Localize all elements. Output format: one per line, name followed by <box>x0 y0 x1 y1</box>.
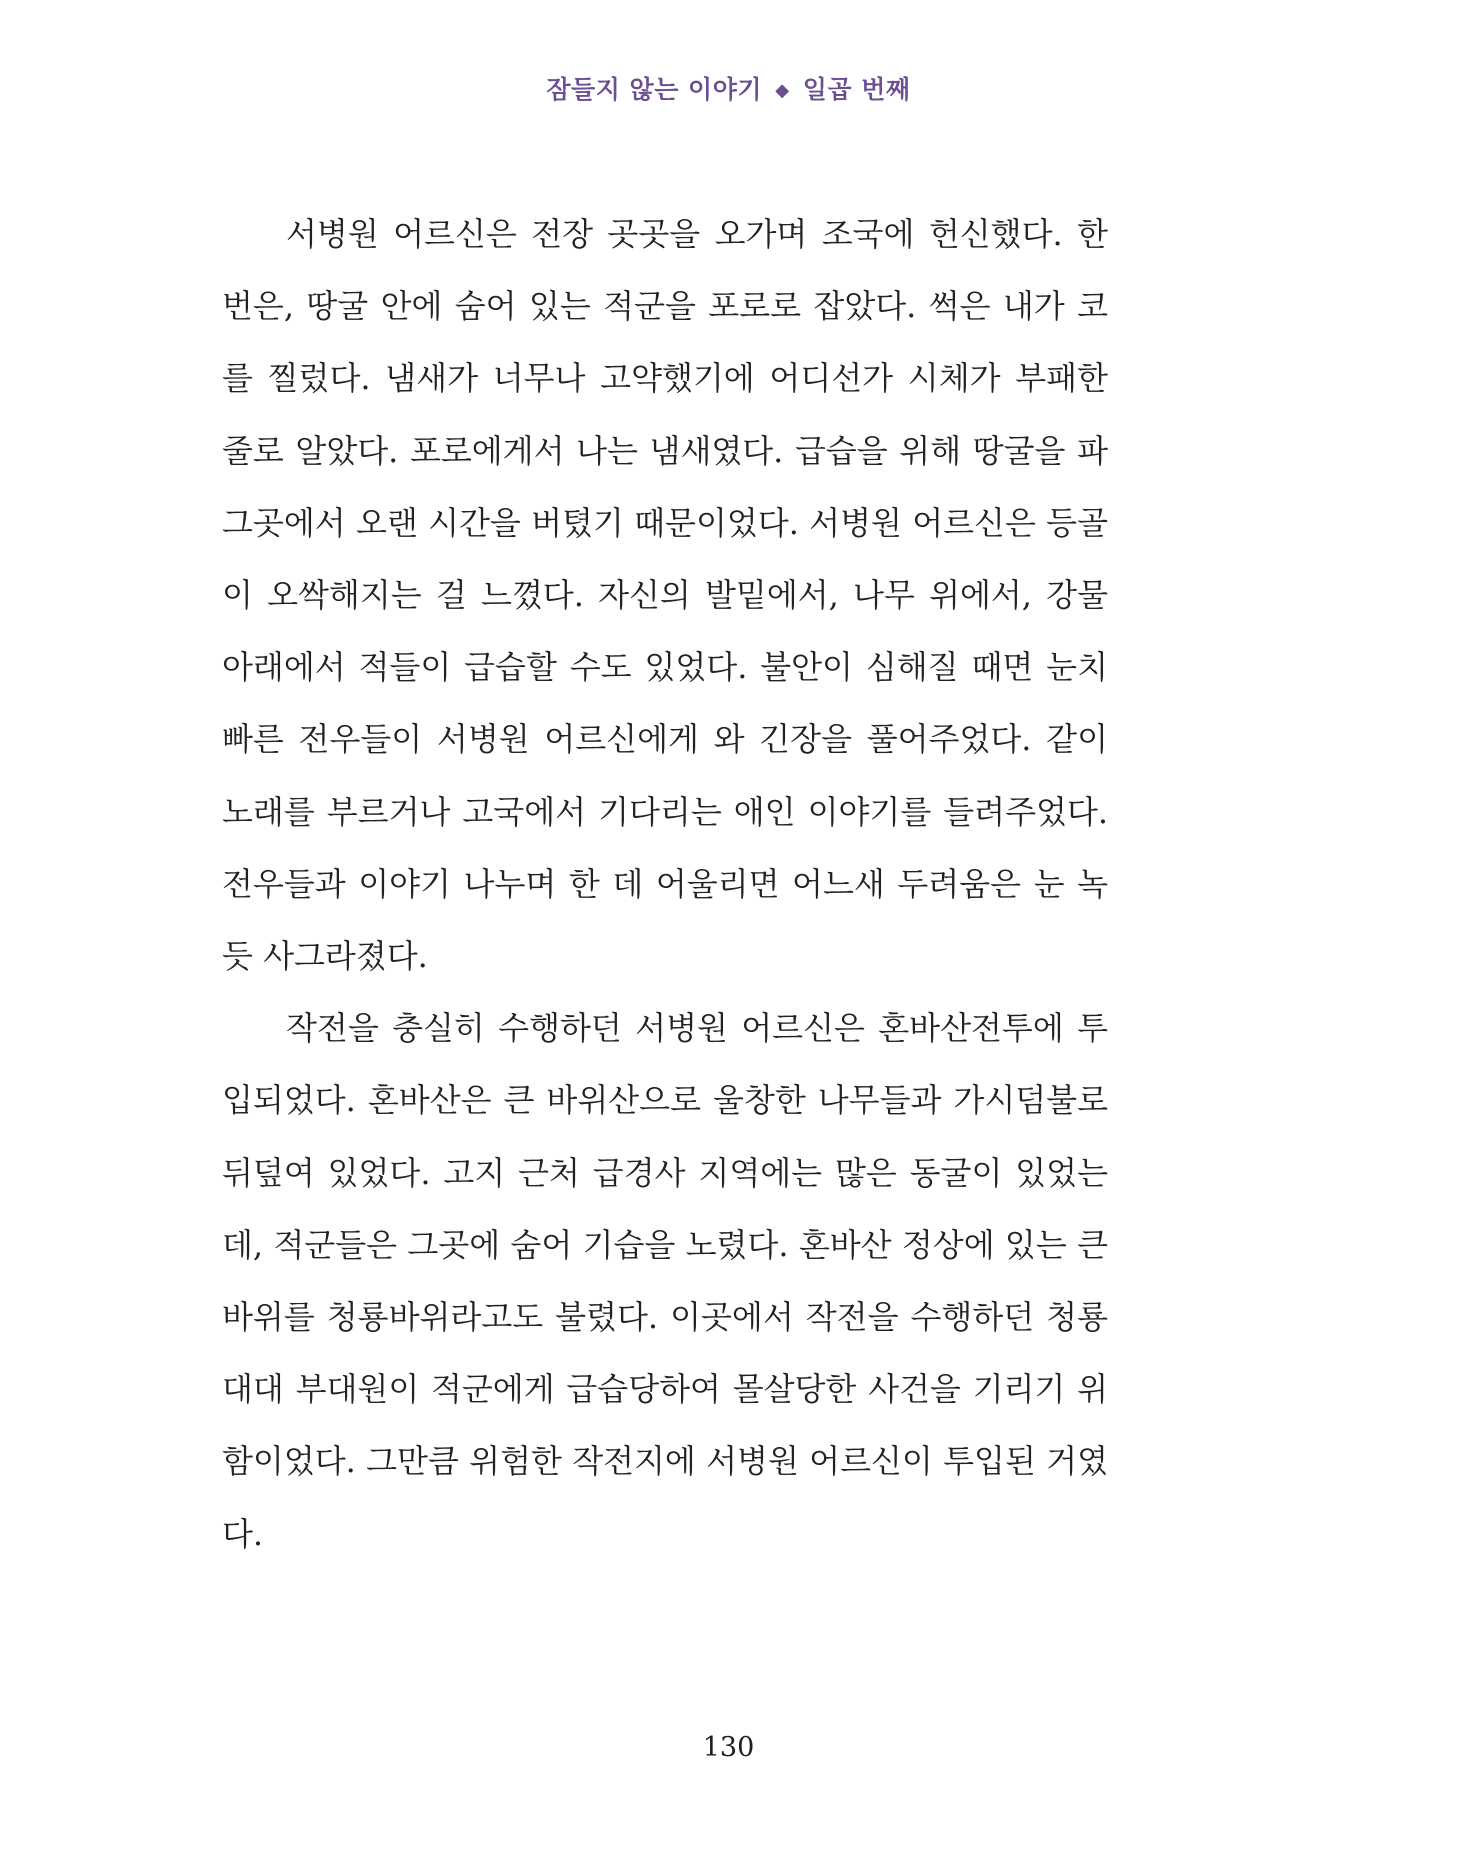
book-title: 잠들지 않는 이야기 <box>546 75 762 104</box>
paragraph: 서병원 어르신은 전장 곳곳을 오가며 조국에 헌신했다. 한 번은, 땅굴 안에 숨어 있는 적군을 포로로 잡았다. 썩은 내가 코를 찔렀다. 냄새가 너무나 고약했기에 어디선가 시체가 부패한 줄로 알았다. 포로에게서 나는 냄새였다. 급습을 위해 땅굴을 파 그곳에서 오랜 시간을 버텼기 때문이었다. 서병원 어르신은 등골이 오싹해지는 걸 느꼈다. 자신의 발밑에서, 나무 위에서, 강물 아래에서 적들이 급습할 수도 있었다. 불안이 심해질 때면 눈치 빠른 전우들이 서병원 어르신에게 와 긴장을 풀어주었다. 같이 노래를 부르거나 고국에서 기다리는 애인 이야기를 들려주었다. 전우들과 이야기 나누며 한 데 어울리면 어느새 두려움은 눈 녹듯 사그라졌다. <box>222 215 1108 976</box>
page-number: 130 <box>702 1732 755 1763</box>
diamond-separator-icon: ◆ <box>775 80 790 101</box>
running-header <box>0 70 1457 106</box>
body-text <box>222 198 1108 1570</box>
paragraph: 작전을 충실히 수행하던 서병원 어르신은 혼바산전투에 투입되었다. 혼바산은 큰 바위산으로 울창한 나무들과 가시덤불로 뒤덮여 있었다. 고지 근처 급경사 지역에는 많은 동굴이 있었는데, 적군들은 그곳에 숨어 기습을 노렸다. 혼바산 정상에 있는 큰 바위를 청룡바위라고도 불렸다. 이곳에서 작전을 수행하던 청룡대대 부대원이 적군에게 급습당하여 몰살당한 사건을 기리기 위함이었다. 그만큼 위험한 작전지에 서병원 어르신이 투입된 거였다. <box>222 1009 1108 1553</box>
volume-label: 일곱 번째 <box>802 75 911 104</box>
